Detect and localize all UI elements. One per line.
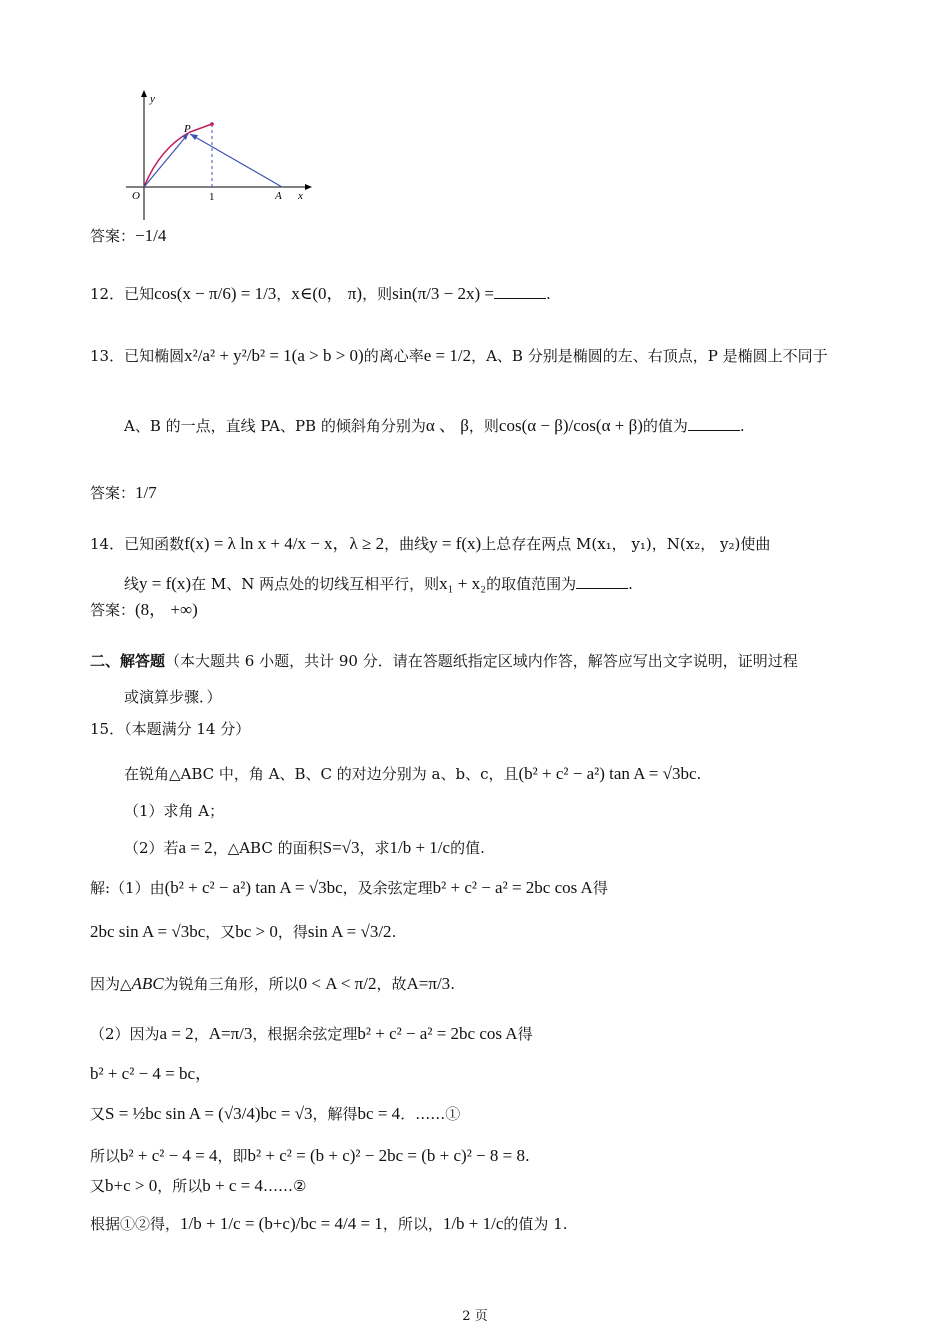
vector-figure: [120, 88, 320, 228]
q11-answer: [90, 226, 166, 246]
page-number: 2 页: [462, 1309, 488, 1324]
q14-sum: x₁ + x₂: [439, 574, 487, 593]
q15-part2-expr: 1/b + 1/c: [389, 838, 451, 857]
answer-label: 答案：: [90, 484, 136, 502]
q15-number: 15．: [90, 720, 125, 738]
q14-line2b: 在 M、N 两点处的切线互相平行，则: [191, 575, 440, 593]
sol2-res: sin A = √3/2: [307, 922, 392, 941]
sol2a: ，又: [205, 923, 236, 941]
q14-func: f(x) = λ ln x + 4/x − x，λ ≥ 2: [184, 534, 385, 553]
answer-value: 1/7: [135, 483, 157, 502]
vector-op: [144, 134, 188, 187]
sol3b: 为锐角三角形，所以: [163, 975, 299, 993]
label-x: x: [298, 190, 303, 202]
sol8b: ，所以: [157, 1177, 203, 1195]
q14-line2c: 的取值范围为: [486, 575, 577, 593]
sol4-eq: b² + c² − a² = 2bc cos A: [357, 1024, 518, 1043]
answer-value: (8， +∞): [135, 600, 198, 619]
sol3-abc: ABC: [131, 974, 164, 993]
sol8a: 又: [90, 1177, 106, 1195]
section-desc1: （本大题共 6 小题，共计 90 分．请在答题纸指定区域内作答，解答应写出文字说明，证明过程: [165, 652, 798, 670]
question-13-line2: [124, 416, 745, 436]
section-2-heading-line: [90, 652, 798, 670]
q14-curve: y = f(x): [429, 534, 482, 553]
sol3-res: A=π/3: [406, 974, 451, 993]
sol2-eq: 2bc sin A = √3bc: [90, 922, 206, 941]
vector-ap: [190, 134, 282, 187]
question-13-line1: [90, 346, 828, 366]
sol9c: 的值为 1.: [503, 1215, 568, 1233]
q14-line1b: ，曲线: [384, 535, 430, 553]
q15-stem: [124, 764, 701, 784]
sol2c: .: [391, 923, 397, 941]
q15-header: [90, 720, 250, 738]
q13-blank: [688, 416, 740, 431]
q14-line1c: 上总存在两点 M(x₁， y₁)，N(x₂， y₂)使曲: [481, 535, 771, 553]
label-o: O: [132, 190, 140, 202]
q15-sol-1: [90, 878, 608, 898]
sol2b: ，得: [277, 923, 308, 941]
q14-line1a: 已知函数: [124, 535, 185, 553]
question-12: 12．已知cos(x − π/6) = 1/3，x∈(0， π)，则sin(π/3 − 2x) = .: [90, 284, 551, 303]
q14-end: .: [628, 575, 633, 593]
sol7-eq2: b² + c² = (b + c)² − 2bc = (b + c)² − 8 = 8: [247, 1146, 525, 1165]
sol9b: ，所以，: [382, 1215, 443, 1233]
section-heading: 二、解答题: [90, 652, 166, 670]
section-2-desc-line2: [124, 688, 222, 706]
q15-part2d: 的值.: [450, 839, 485, 857]
q12-target: sin(π/3 − 2x) =: [392, 284, 494, 303]
q15-part2a: （2）若: [124, 839, 179, 857]
q14-number: 14．: [90, 535, 125, 553]
q13-end: .: [739, 417, 745, 435]
sol9a: 根据①②得，: [90, 1215, 181, 1233]
q15-sol-8: [90, 1176, 306, 1196]
q15-part2: [124, 838, 485, 858]
question-14-line2: [124, 574, 633, 594]
q14-line2a: 线: [124, 575, 140, 593]
answer-value: −1/4: [135, 226, 167, 245]
q14-answer: [90, 600, 198, 620]
sol9-eq: 1/b + 1/c = (b+c)/bc = 4/4 = 1: [180, 1214, 383, 1233]
sol4c: ，根据余弦定理: [252, 1025, 358, 1043]
sol3a: 因为△: [90, 975, 132, 993]
q13-ratio: cos(α − β)/cos(α + β): [498, 416, 643, 435]
sol1-eq1: (b² + c² − a²) tan A = √3bc: [164, 878, 343, 897]
q12-end: .: [545, 285, 551, 303]
sol4-A: A=π/3: [208, 1024, 253, 1043]
curve-arc: [144, 124, 212, 187]
label-y: y: [150, 93, 155, 105]
q13-ecc: e = 1/2: [423, 346, 472, 365]
q15-sol-2: [90, 922, 396, 942]
answer-label: 答案：: [90, 601, 136, 619]
question-14-line1: [90, 534, 770, 554]
sol2-cond: bc > 0: [235, 922, 278, 941]
q15-stem-text: 在锐角△ABC 中，角 A、B、C 的对边分别为 a、b、c，且: [124, 765, 519, 783]
sol4b: ，: [193, 1025, 209, 1043]
q14-curve-2: y = f(x): [139, 574, 192, 593]
q15-stem-end: .: [696, 765, 702, 783]
q15-part2b: ，△ABC 的面积: [212, 839, 323, 857]
q14-blank: [576, 574, 628, 589]
q12-number: 12．: [90, 285, 125, 303]
sol7-eq1: b² + c² − 4 = 4: [120, 1146, 218, 1165]
q13-line2b: ，则: [468, 417, 499, 435]
q13-ecc-text: 的离心率: [363, 347, 424, 365]
q15-sol-4: [90, 1024, 533, 1044]
sol6-res: bc = 4: [357, 1104, 401, 1123]
q15-part1-text: （1）求角 A；: [124, 802, 225, 820]
q13-ellipse: x²/a² + y²/b² = 1(a > b > 0): [184, 346, 364, 365]
q15-score: （本题满分 14 分）: [124, 720, 251, 738]
sol3c: ，故: [376, 975, 407, 993]
q15-part2-a: a = 2: [178, 838, 213, 857]
sol9-expr: 1/b + 1/c: [442, 1214, 504, 1233]
q15-sol-9: [90, 1214, 568, 1234]
label-p: P: [184, 123, 191, 135]
sol6c: ．……①: [400, 1105, 461, 1123]
sol1b: ，及余弦定理: [342, 879, 433, 897]
q15-sol-5: [90, 1064, 212, 1084]
q13-answer: [90, 483, 157, 503]
sol4d: 得: [517, 1025, 533, 1043]
sol7a: 所以: [90, 1147, 121, 1165]
q15-sol-7: [90, 1146, 530, 1166]
q15-stem-eq: (b² + c² − a²) tan A = √3bc: [518, 764, 697, 783]
q13-angles: α 、 β: [425, 416, 469, 435]
sol3-range: 0 < A < π/2: [298, 974, 377, 993]
q15-part2-s: S=√3: [322, 838, 360, 857]
label-a: A: [275, 190, 282, 202]
q12-then: ，则: [362, 285, 393, 303]
q13-line2c: 的值为: [642, 417, 688, 435]
sol8-res: b + c = 4: [202, 1176, 263, 1195]
sol6b: ，解得: [312, 1105, 358, 1123]
q13-line2a: A、B 的一点，直线 PA、PB 的倾斜角分别为: [124, 417, 426, 435]
sol7c: .: [524, 1147, 530, 1165]
sol4-a: a = 2: [159, 1024, 194, 1043]
sol1-eq2: b² + c² − a² = 2bc cos A: [432, 878, 593, 897]
q15-part2c: ，求: [359, 839, 390, 857]
q12-given: cos(x − π/6) = 1/3: [154, 284, 277, 303]
sol8c: ……②: [263, 1177, 307, 1195]
q15-sol-6: [90, 1104, 460, 1124]
q13-prefix: 已知椭圆: [124, 347, 185, 365]
sol3d: .: [450, 975, 455, 993]
section-desc2: 或演算步骤．）: [124, 688, 222, 706]
sol6a: 又: [90, 1105, 106, 1123]
q13-number: 13．: [90, 347, 125, 365]
q12-domain: x∈(0， π): [291, 284, 363, 303]
q12-prefix: 已知: [124, 285, 155, 303]
label-1: 1: [209, 191, 215, 203]
sol4a: （2）因为: [90, 1025, 160, 1043]
q13-rest1: ，A、B 分别是椭圆的左、右顶点，P 是椭圆上不同于: [471, 347, 828, 365]
sol1a: 解:（1）由: [90, 879, 165, 897]
sol6-eq: S = ½bc sin A = (√3/4)bc = √3: [105, 1104, 313, 1123]
sol1c: 得: [592, 879, 608, 897]
q15-sol-3: [90, 974, 455, 994]
answer-label: 答案：: [90, 227, 136, 245]
sol8-cond: b+c > 0: [105, 1176, 158, 1195]
q15-part1: [124, 802, 224, 820]
sol7b: ，即: [217, 1147, 248, 1165]
q12-blank: [494, 284, 546, 299]
sol5: b² + c² − 4 = bc，: [90, 1064, 213, 1083]
